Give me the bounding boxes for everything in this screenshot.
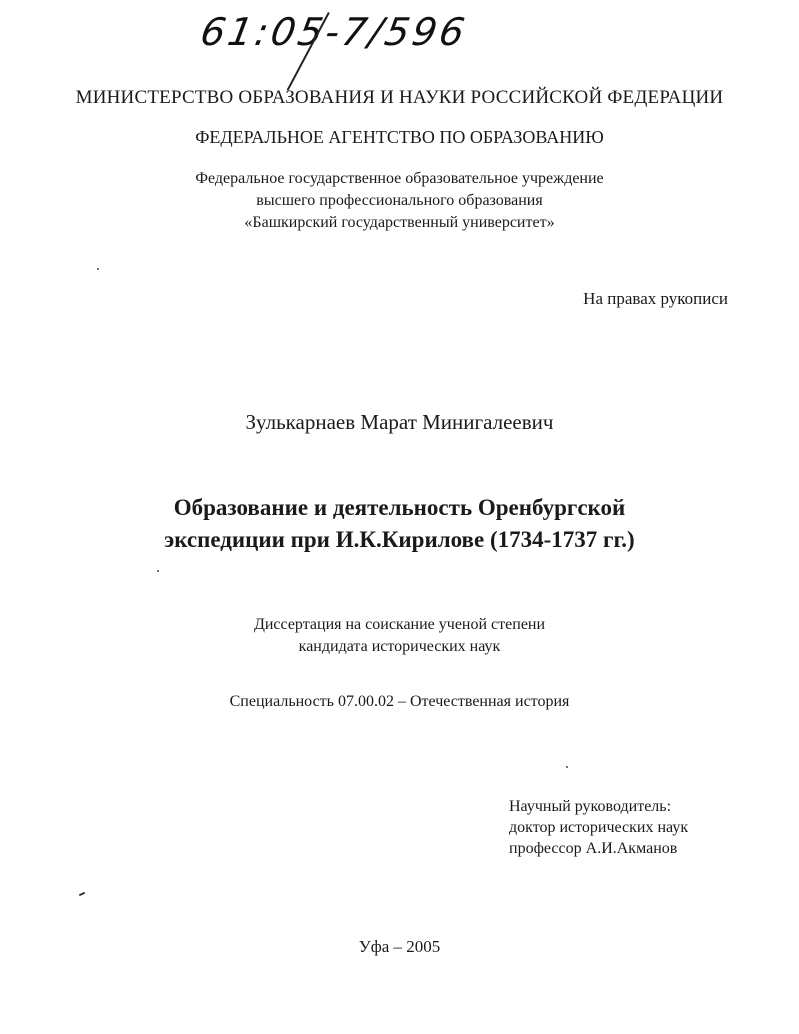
handwritten-catalog-number: 61:05-7/596 bbox=[197, 10, 471, 54]
institution-line: «Башкирский государственный университет» bbox=[244, 214, 555, 231]
supervisor-block bbox=[509, 796, 688, 859]
ministry-heading: МИНИСТЕРСТВО ОБРАЗОВАНИЯ И НАУКИ РОССИЙСКОЙ ФЕДЕРАЦИИ bbox=[75, 87, 724, 108]
supervisor-line: профессор А.И.Акманов bbox=[509, 840, 678, 857]
institution-line: высшего профессионального образования bbox=[256, 192, 543, 209]
thesis-title bbox=[0, 492, 799, 556]
degree-block bbox=[0, 614, 799, 658]
scan-speck bbox=[566, 766, 568, 768]
supervisor-line: доктор исторических наук bbox=[509, 819, 689, 836]
supervisor-line: Научный руководитель: bbox=[509, 798, 672, 815]
institution-line: Федеральное государственное образовательное учреждение bbox=[195, 170, 604, 187]
degree-line: кандидата исторических наук bbox=[298, 638, 501, 655]
city-year: Уфа – 2005 bbox=[358, 937, 441, 956]
thesis-title-line: Образование и деятельность Оренбургской bbox=[173, 495, 626, 520]
degree-line: Диссертация на соискание ученой степени bbox=[253, 616, 546, 633]
thesis-title-line: экспедиции при И.К.Кирилове (1734-1737 гг.) bbox=[164, 527, 635, 552]
institution-block bbox=[0, 168, 799, 234]
author-name: Зулькарнаев Марат Минигалеевич bbox=[245, 410, 554, 434]
specialty: Специальность 07.00.02 – Отечественная история bbox=[229, 693, 570, 710]
scan-speck bbox=[97, 268, 99, 270]
scan-mark bbox=[79, 892, 85, 896]
scan-speck bbox=[157, 570, 159, 572]
rights-note: На правах рукописи bbox=[583, 289, 728, 308]
agency-heading: ФЕДЕРАЛЬНОЕ АГЕНТСТВО ПО ОБРАЗОВАНИЮ bbox=[195, 127, 604, 147]
